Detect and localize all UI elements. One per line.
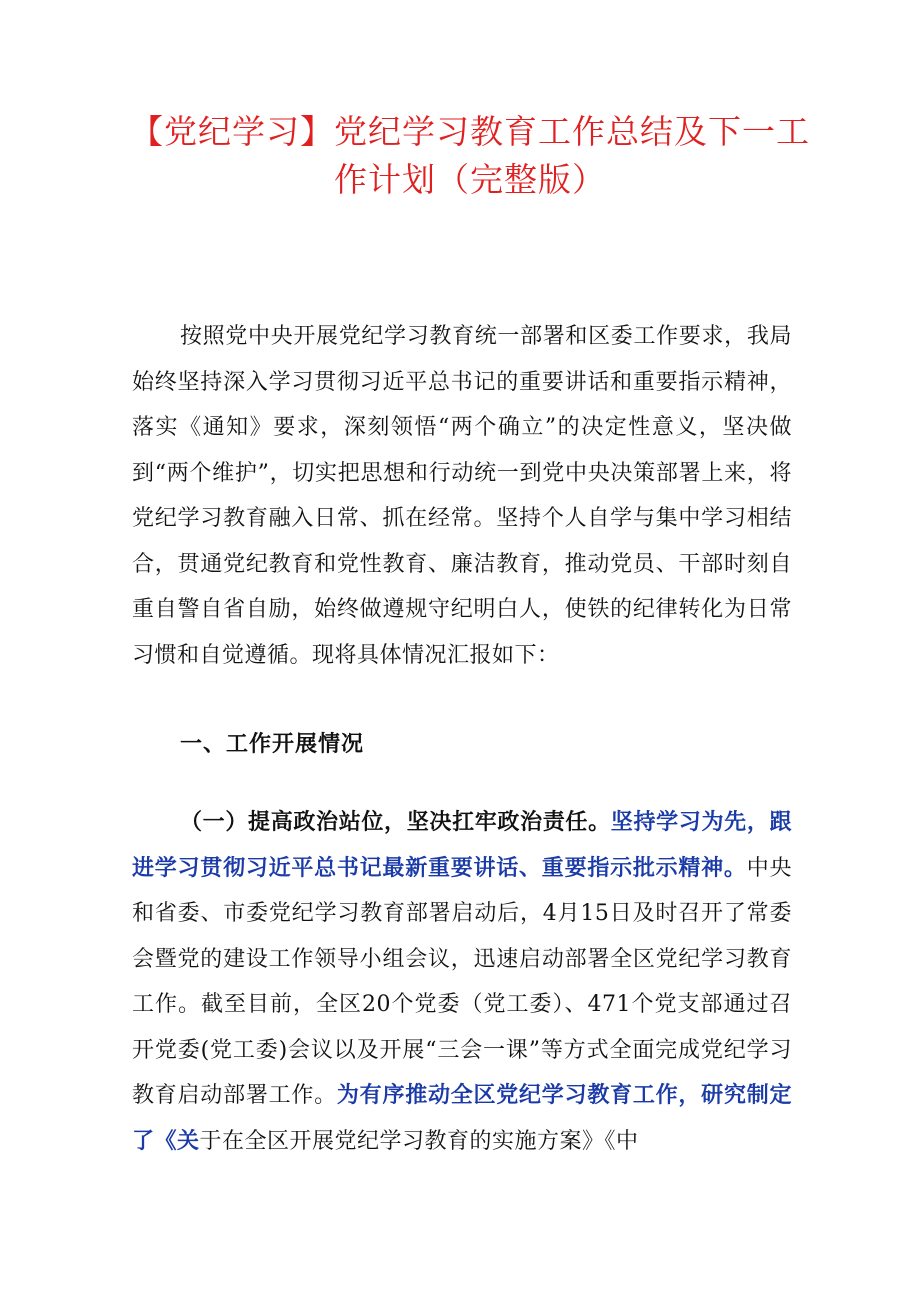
intro-paragraph: 按照党中央开展党纪学习教育统一部署和区委工作要求，我局始终坚持深入学习贯彻习近平总书记的重要讲话和重要指示精神，落实《通知》要求，深刻领悟“两个确立”的决定性意义，坚决做到“两个维护”，切实把思想和行动统一到党中央决策部署上来，将党纪学习教育融入日常、抓在经常。坚持个人自学与集中学习相结合，贯通党纪教育和党性教育、廉洁教育，推动党员、干部时刻自重自警自省自励，始终做遵规守纪明白人，使铁的纪律转化为日常习惯和自觉遵循。现将具体情况汇报如下： bbox=[132, 324, 792, 668]
paragraph-text-2: 于在全区开展党纪学习教育的实施方案》《中 bbox=[199, 1128, 639, 1154]
section-heading: 一、工作开展情况 bbox=[180, 731, 365, 757]
paragraph-text-1: 中央和省委、市委党纪学习教育部署启动后，4月15日及时召开了常委会暨党的建设工作领导小组会议，迅速启动部署全区党纪学习教育工作。截至目前，全区20个党委（党工委）、471个党支部通过召开党委(党工委)会议以及开展“三会一课”等方式全面完成党纪学习教育启动部署工作。 bbox=[132, 855, 792, 1108]
document-title: 【党纪学习】党纪学习教育工作总结及下一工作计划（完整版） bbox=[130, 112, 810, 199]
subsection-heading: （一）提高政治站位，坚决扛牢政治责任。 bbox=[180, 809, 611, 835]
emphasis-lead-2: 为有序推动全区党纪学习教育工作，研究制定了《关 bbox=[132, 1082, 792, 1154]
subsection-paragraph bbox=[132, 800, 792, 1164]
emphasis-lead-1: 坚持学习为先，跟进学习贯彻习近平总书记最新重要讲话、重要指示批示精神。 bbox=[132, 809, 792, 881]
